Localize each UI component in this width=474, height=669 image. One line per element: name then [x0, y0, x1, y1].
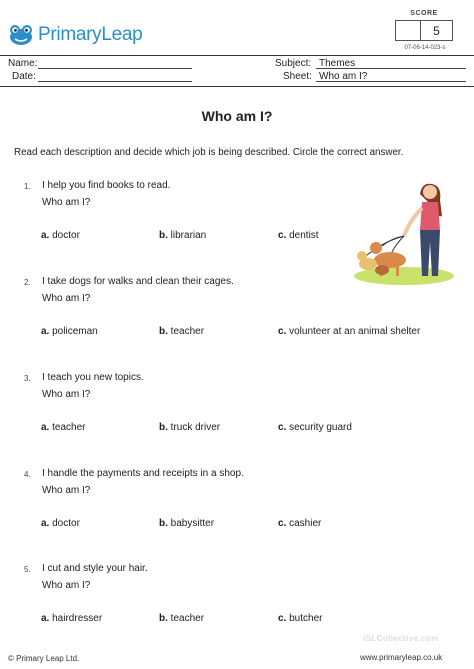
answer-option[interactable]	[159, 230, 206, 241]
answer-option[interactable]	[278, 230, 319, 241]
answer-option[interactable]	[159, 518, 214, 529]
answer-option[interactable]	[41, 326, 98, 337]
question-text: I handle the payments and receipts in a shop.	[42, 468, 244, 479]
question-prompt: Who am I?	[42, 580, 91, 591]
option-text: hairdresser	[52, 613, 103, 624]
option-letter: a.	[41, 326, 50, 337]
option-letter: c.	[278, 230, 287, 241]
option-letter: b.	[159, 230, 168, 241]
score-label: SCORE	[410, 10, 438, 17]
option-text: truck driver	[170, 422, 221, 433]
question-number: 2.	[24, 278, 31, 287]
option-text: doctor	[52, 230, 80, 241]
watermark: iSLCollective.com	[363, 634, 439, 643]
answer-option[interactable]	[41, 613, 102, 624]
question-text: I cut and style your hair.	[42, 563, 148, 574]
option-text: cashier	[289, 518, 322, 529]
fields-rule	[0, 86, 474, 87]
subject-label: Subject:	[275, 58, 312, 69]
footer-url[interactable]: www.primaryleap.co.uk	[360, 653, 443, 662]
option-text: babysitter	[170, 518, 215, 529]
subject-value: Themes	[319, 58, 356, 69]
option-text: doctor	[52, 518, 80, 529]
option-letter: a.	[41, 613, 50, 624]
logo-text: PrimaryLeap	[38, 24, 143, 45]
answer-option[interactable]	[159, 326, 204, 337]
option-letter: c.	[278, 326, 287, 337]
option-letter: b.	[159, 613, 168, 624]
date-line[interactable]	[38, 71, 192, 82]
option-text: security guard	[289, 422, 352, 433]
option-text: teacher	[52, 422, 86, 433]
option-text: teacher	[170, 613, 205, 624]
option-text: teacher	[170, 326, 205, 337]
question-text: I teach you new topics.	[42, 372, 144, 383]
answer-option[interactable]	[278, 518, 321, 529]
question-number: 3.	[24, 374, 31, 383]
page-title: Who am I?	[201, 108, 273, 124]
option-letter: b.	[159, 518, 168, 529]
question-text: I take dogs for walks and clean their cages.	[42, 276, 234, 287]
header-rule	[0, 55, 474, 56]
question-prompt: Who am I?	[42, 485, 91, 496]
answer-option[interactable]	[278, 422, 352, 433]
question-number: 1.	[24, 182, 31, 191]
option-text: dentist	[289, 230, 319, 241]
answer-option[interactable]	[159, 613, 204, 624]
copyright: © Primary Leap Ltd.	[8, 654, 80, 663]
answer-option[interactable]	[278, 613, 322, 624]
dog-walker-illustration	[352, 180, 464, 290]
answer-option[interactable]	[41, 518, 80, 529]
option-letter: b.	[159, 422, 168, 433]
primaryleap-logo	[8, 20, 168, 50]
option-text: policeman	[52, 326, 98, 337]
name-line[interactable]	[38, 58, 192, 69]
answer-option[interactable]	[278, 326, 420, 337]
option-letter: c.	[278, 518, 287, 529]
frog-logo-icon	[8, 24, 34, 46]
instructions: Read each description and decide which job is being described. Circle the correct answer.	[14, 147, 404, 158]
score-blank-cell	[396, 21, 421, 40]
question-prompt: Who am I?	[42, 197, 91, 208]
score-value: 5	[433, 24, 440, 38]
answer-option[interactable]	[41, 422, 85, 433]
question-prompt: Who am I?	[42, 389, 91, 400]
score-box	[395, 20, 453, 41]
sheet-value: Who am I?	[319, 71, 368, 82]
question-number: 5.	[24, 565, 31, 574]
question-text: I help you find books to read.	[42, 180, 171, 191]
worksheet-code: 07-06-14-023-s	[404, 45, 446, 51]
question-number: 4.	[24, 470, 31, 479]
name-label: Name:	[8, 58, 38, 69]
option-text: butcher	[289, 613, 323, 624]
option-letter: b.	[159, 326, 168, 337]
option-letter: a.	[41, 518, 50, 529]
option-letter: a.	[41, 422, 50, 433]
option-letter: c.	[278, 422, 287, 433]
sheet-label: Sheet:	[283, 71, 312, 82]
question-prompt: Who am I?	[42, 293, 91, 304]
option-letter: c.	[278, 613, 287, 624]
answer-option[interactable]	[159, 422, 220, 433]
option-letter: a.	[41, 230, 50, 241]
date-label: Date:	[12, 71, 36, 82]
answer-option[interactable]	[41, 230, 80, 241]
option-text: volunteer at an animal shelter	[289, 326, 421, 337]
option-text: librarian	[170, 230, 207, 241]
